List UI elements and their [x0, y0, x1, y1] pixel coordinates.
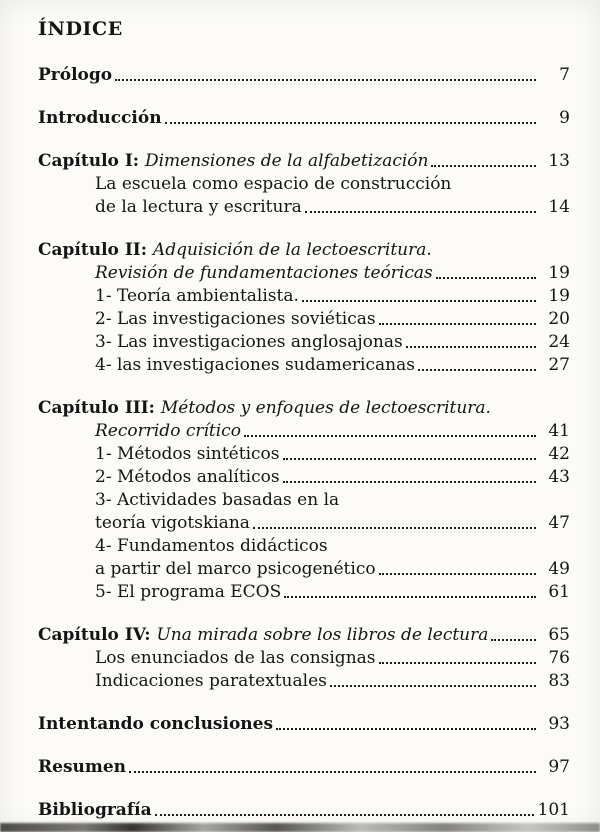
- entry-label-part: 2- Las investigaciones soviéticas: [95, 309, 376, 329]
- page-number: 41: [548, 421, 570, 441]
- entry-label: [95, 581, 281, 604]
- entry-label-part: Resumen: [38, 757, 127, 777]
- entry-label-part: 4- las investigaciones sudamericanas: [95, 355, 415, 375]
- entry-label: [38, 624, 488, 647]
- entry-label: [38, 397, 491, 420]
- entry-label-part: 1- Teoría ambientalista.: [95, 286, 299, 306]
- dot-leader: [418, 369, 536, 371]
- dot-leader: [276, 728, 536, 730]
- dot-leader: [330, 685, 536, 687]
- entry-label: [38, 107, 162, 130]
- page-number: 9: [559, 108, 570, 128]
- page-number: 47: [548, 513, 570, 533]
- entry-label-part: Dimensiones de la alfabetización: [144, 151, 429, 171]
- toc-line: [38, 173, 570, 196]
- page-number: 49: [548, 559, 570, 579]
- toc-line: [38, 420, 570, 443]
- toc-line: [38, 354, 570, 377]
- toc-line: [38, 489, 570, 512]
- dot-leader: [379, 323, 536, 325]
- dot-leader: [155, 814, 534, 816]
- toc-line: [38, 535, 570, 558]
- toc-line: [38, 558, 570, 581]
- dot-leader: [253, 527, 536, 529]
- page-number: 101: [537, 800, 570, 820]
- entry-label: [38, 64, 112, 87]
- toc-entry: [38, 756, 570, 779]
- toc-line: [38, 624, 570, 647]
- toc-line: [38, 262, 570, 285]
- page-number: 24: [548, 332, 570, 352]
- entry-label-part: Intentando conclusiones: [38, 714, 274, 734]
- page-number: 65: [548, 625, 570, 645]
- page-number: 14: [548, 197, 570, 217]
- entry-label-part: Métodos y enfoques de lectoescritura.: [160, 398, 491, 418]
- page-number: 7: [559, 65, 570, 85]
- toc-line: [38, 713, 570, 736]
- toc-line: [38, 647, 570, 670]
- toc-line: [38, 150, 570, 173]
- dot-leader: [129, 771, 536, 773]
- entry-label: [95, 443, 280, 466]
- toc-line: [38, 466, 570, 489]
- entry-label-part: 5- El programa ECOS: [95, 582, 282, 602]
- page-number: 27: [548, 355, 570, 375]
- page-number: 19: [548, 286, 570, 306]
- toc-entry: [38, 624, 570, 693]
- entry-label: [38, 756, 126, 779]
- toc-line: [38, 64, 570, 87]
- entry-label-part: Bibliografía: [38, 800, 152, 820]
- entry-label-part: Capítulo IV:: [38, 625, 157, 645]
- dot-leader: [379, 573, 536, 575]
- page-number: 61: [548, 582, 570, 602]
- entry-label-part: 2- Métodos analíticos: [95, 467, 280, 487]
- dot-leader: [302, 300, 536, 302]
- dot-leader: [244, 435, 536, 437]
- entry-label-part: Capítulo II:: [38, 240, 153, 260]
- entry-label: [95, 647, 376, 670]
- page-number: 42: [548, 444, 570, 464]
- toc-line: [38, 397, 570, 420]
- entry-label: [95, 489, 339, 512]
- dot-leader: [165, 122, 536, 124]
- dot-leader: [283, 458, 537, 460]
- dot-leader: [305, 211, 536, 213]
- scan-artifact: [0, 823, 600, 832]
- dot-leader: [379, 662, 537, 664]
- toc-line: [38, 512, 570, 535]
- entry-label-part: 4- Fundamentos didácticos: [95, 536, 328, 556]
- entry-label-part: Prólogo: [38, 65, 113, 85]
- toc-entry: [38, 799, 570, 822]
- entry-label-part: de la lectura y escritura: [95, 197, 302, 217]
- entry-label: [95, 354, 415, 377]
- entry-label: [95, 466, 280, 489]
- entry-label: [95, 420, 241, 443]
- entry-label-part: Introducción: [38, 108, 162, 128]
- entry-label: [38, 239, 432, 262]
- toc-line: [38, 331, 570, 354]
- entry-label: [95, 196, 302, 219]
- entry-label-part: teoría vigotskiana: [95, 513, 250, 533]
- toc-line: [38, 239, 570, 262]
- dot-leader: [283, 481, 536, 483]
- toc-entry: [38, 713, 570, 736]
- page-number: 13: [548, 151, 570, 171]
- dot-leader: [284, 596, 536, 598]
- entry-label-part: Adquisición de la lectoescritura.: [152, 240, 432, 260]
- toc-line: [38, 196, 570, 219]
- entry-label-part: a partir del marco psicogenético: [95, 559, 376, 579]
- entry-label-part: Indicaciones paratextuales: [95, 671, 327, 691]
- entry-label-part: Una mirada sobre los libros de lectura: [156, 625, 489, 645]
- page-number: 76: [548, 648, 570, 668]
- entry-label-part: La escuela como espacio de construcción: [95, 174, 452, 194]
- entry-label: [95, 262, 433, 285]
- toc-entry: [38, 397, 570, 604]
- entry-label: [95, 512, 250, 535]
- page-number: 83: [548, 671, 570, 691]
- page-number: 19: [548, 263, 570, 283]
- toc-line: [38, 756, 570, 779]
- toc-entry: [38, 64, 570, 87]
- toc-line: [38, 285, 570, 308]
- toc-line: [38, 581, 570, 604]
- entry-label: [38, 713, 273, 736]
- entry-label-part: Capítulo I:: [38, 151, 145, 171]
- toc-line: [38, 443, 570, 466]
- entry-label: [38, 150, 428, 173]
- entry-label-part: 3- Las investigaciones anglosajonas: [95, 332, 403, 352]
- dot-leader: [406, 346, 536, 348]
- dot-leader: [491, 639, 536, 641]
- toc-line: [38, 308, 570, 331]
- toc-line: [38, 107, 570, 130]
- entry-label-part: Los enunciados de las consignas: [95, 648, 376, 668]
- page-number: 93: [548, 714, 570, 734]
- dot-leader: [431, 165, 536, 167]
- entry-label: [95, 670, 327, 693]
- entry-label-part: 3- Actividades basadas en la: [95, 490, 340, 510]
- toc-line: [38, 799, 570, 822]
- entry-label: [95, 173, 451, 196]
- dot-leader: [115, 79, 536, 81]
- entry-label: [95, 558, 376, 581]
- entry-label: [95, 535, 328, 558]
- entry-label-part: Revisión de fundamentaciones teóricas: [95, 263, 433, 283]
- page-title: ÍNDICE: [38, 18, 123, 40]
- page-number: 97: [548, 757, 570, 777]
- entry-label: [95, 331, 403, 354]
- page-number: 43: [548, 467, 570, 487]
- toc: [38, 64, 570, 822]
- toc-line: [38, 670, 570, 693]
- entry-label-part: 1- Métodos sintéticos: [95, 444, 280, 464]
- entry-label-part: Capítulo III:: [38, 398, 161, 418]
- dot-leader: [436, 277, 536, 279]
- page-number: 20: [548, 309, 570, 329]
- toc-entry: [38, 150, 570, 219]
- entry-label: [95, 285, 299, 308]
- entry-label-part: Recorrido crítico: [95, 421, 241, 441]
- entry-label: [38, 799, 152, 822]
- toc-entry: [38, 239, 570, 377]
- entry-label: [95, 308, 376, 331]
- toc-entry: [38, 107, 570, 130]
